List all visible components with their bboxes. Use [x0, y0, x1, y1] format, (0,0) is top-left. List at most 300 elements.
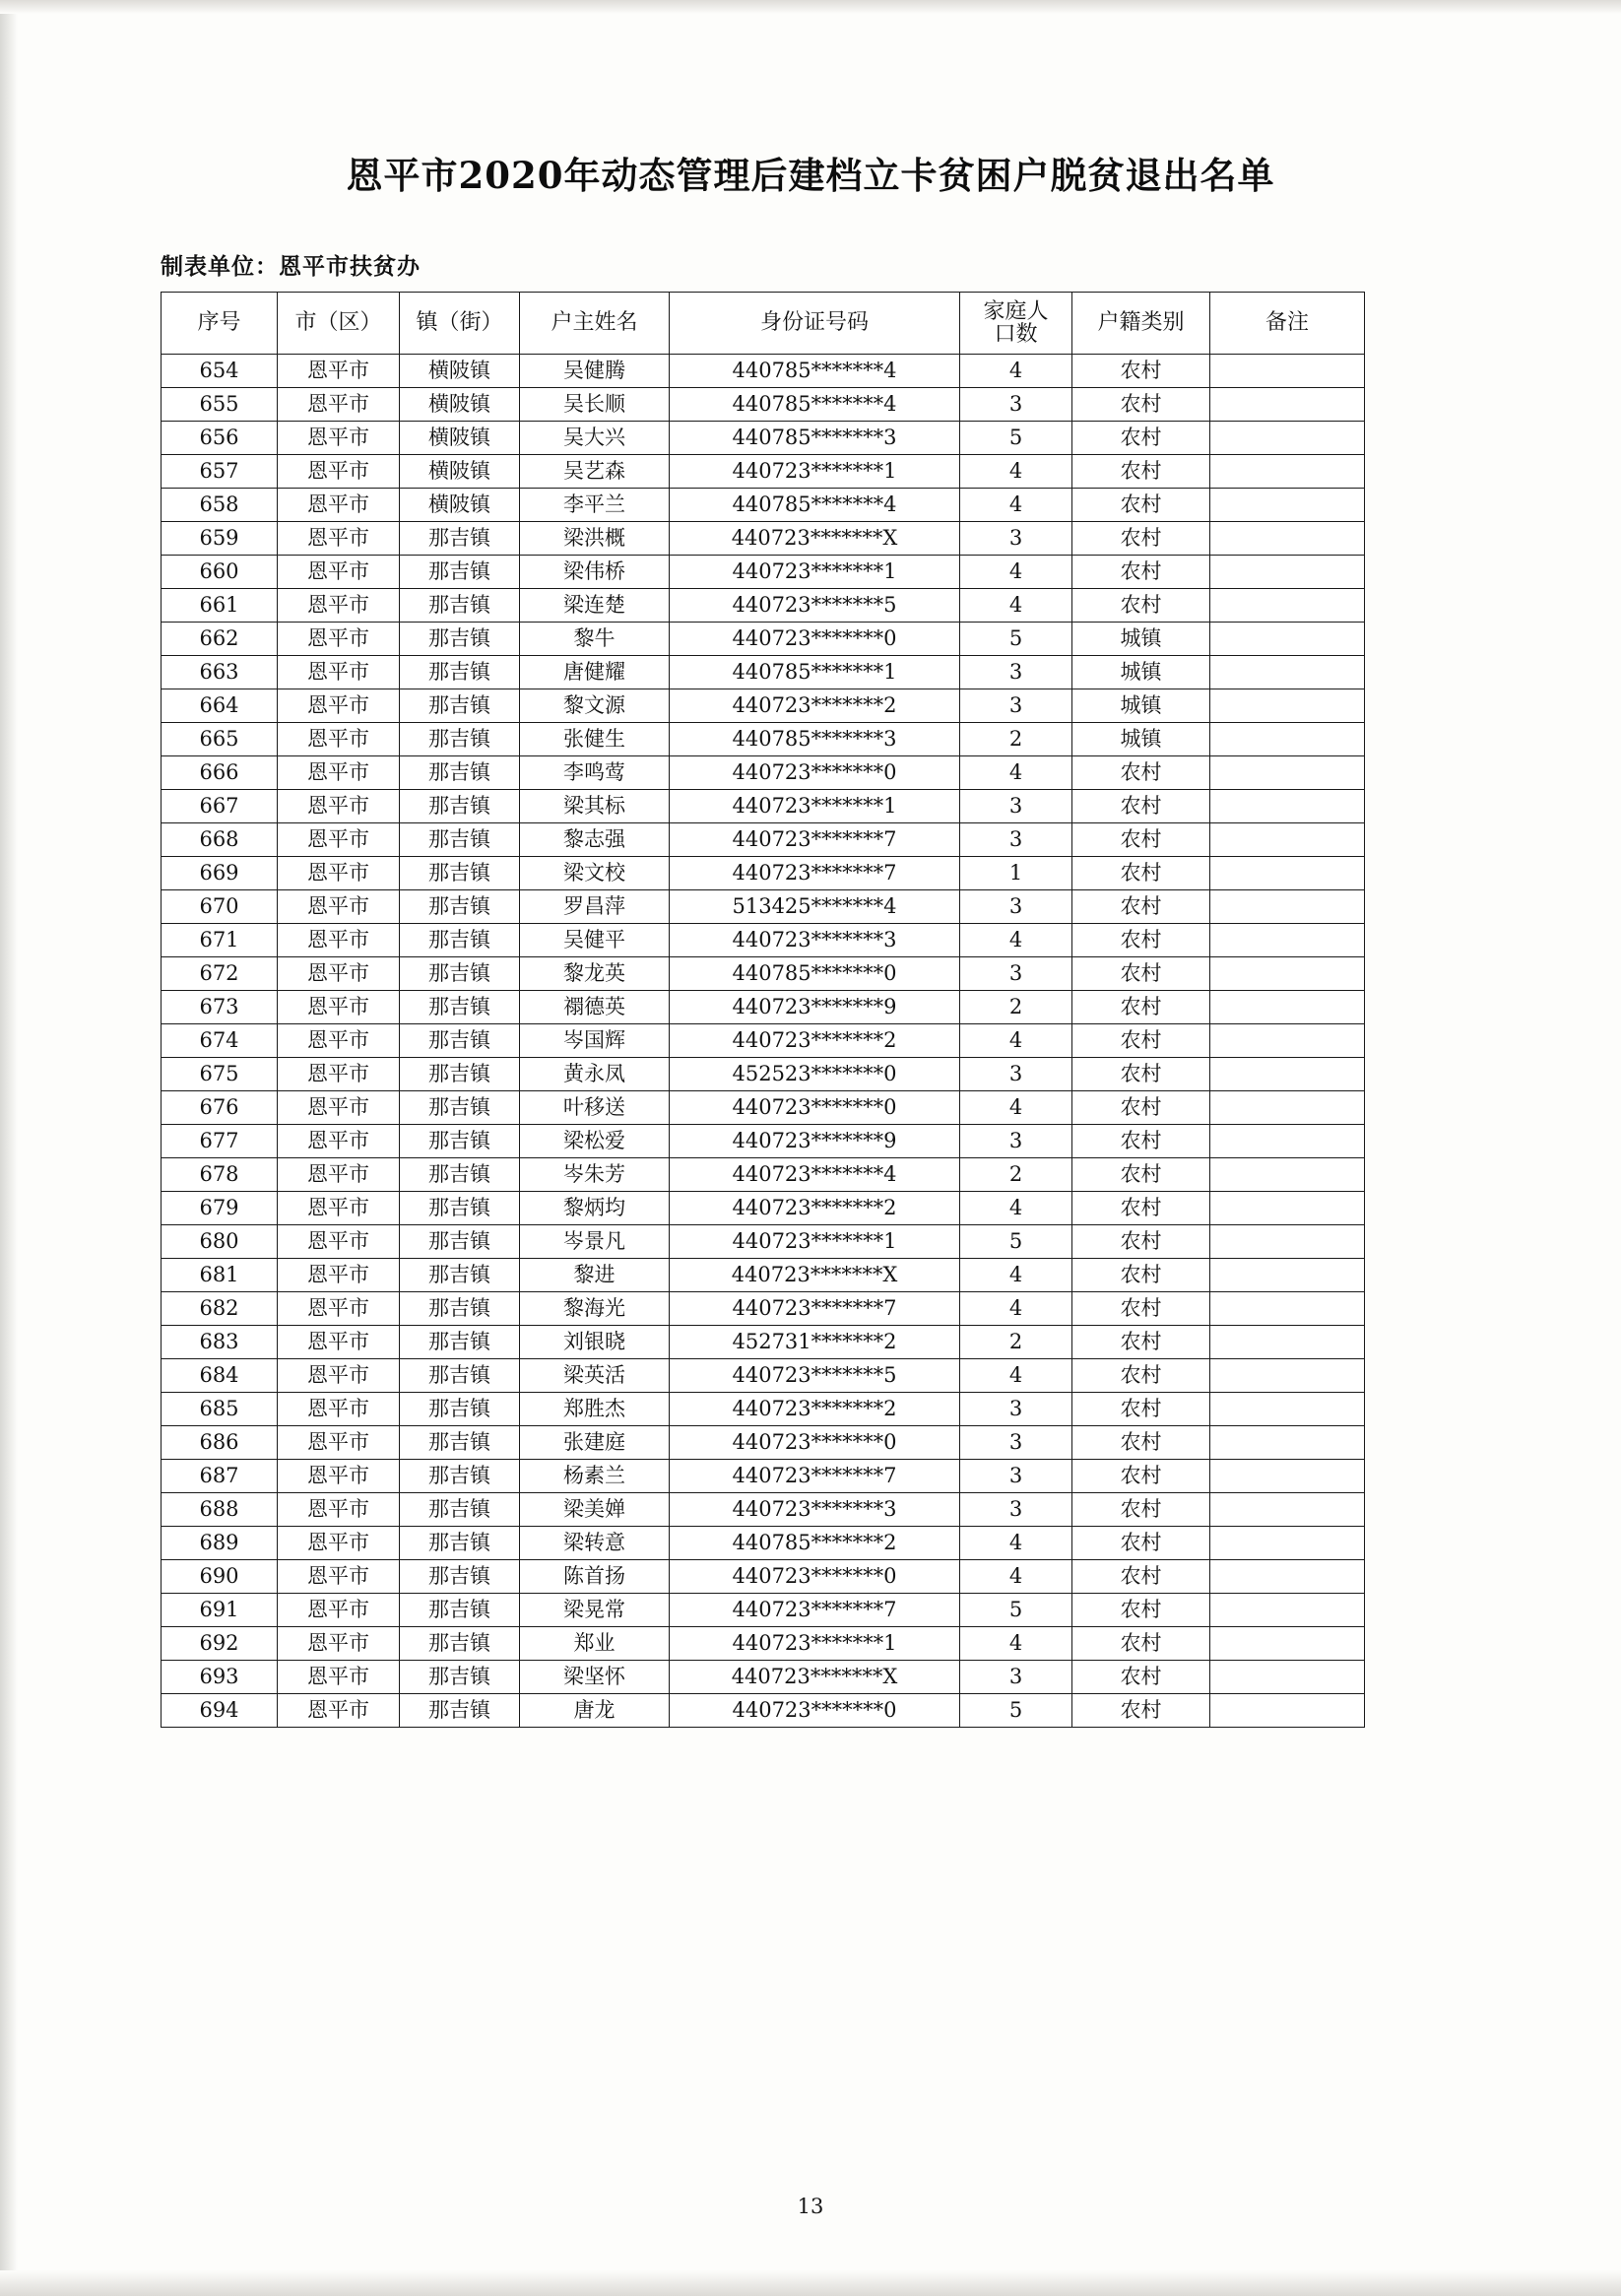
cell-index: 684	[162, 1359, 278, 1393]
table-row	[162, 890, 1365, 924]
table-row	[162, 1326, 1365, 1359]
cell-hukou-type: 城镇	[1072, 656, 1210, 689]
cell-town: 那吉镇	[400, 623, 520, 656]
cell-householder-name: 岑国辉	[520, 1024, 670, 1058]
cell-remark	[1210, 689, 1365, 723]
cell-index: 655	[162, 388, 278, 422]
cell-householder-name: 岑景凡	[520, 1225, 670, 1259]
cell-id-number: 440723*******0	[670, 756, 960, 790]
cell-town: 那吉镇	[400, 1560, 520, 1594]
cell-id-number: 440723*******1	[670, 1225, 960, 1259]
cell-id-number: 452731*******2	[670, 1326, 960, 1359]
cell-index: 661	[162, 589, 278, 623]
cell-householder-name: 黄永凤	[520, 1058, 670, 1091]
table-row	[162, 1192, 1365, 1225]
cell-town: 那吉镇	[400, 756, 520, 790]
cell-town: 那吉镇	[400, 1627, 520, 1661]
cell-householder-name: 吴健平	[520, 924, 670, 957]
table-row	[162, 1661, 1365, 1694]
table-body	[162, 355, 1365, 1728]
cell-town: 那吉镇	[400, 1158, 520, 1192]
cell-id-number: 440785*******3	[670, 422, 960, 455]
cell-city: 恩平市	[278, 355, 400, 388]
cell-householder-name: 梁转意	[520, 1527, 670, 1560]
cell-remark	[1210, 1125, 1365, 1158]
cell-town: 那吉镇	[400, 991, 520, 1024]
cell-city: 恩平市	[278, 723, 400, 756]
cell-remark	[1210, 388, 1365, 422]
cell-remark	[1210, 455, 1365, 489]
cell-id-number: 440723*******X	[670, 1661, 960, 1694]
cell-household-population: 5	[960, 1694, 1072, 1728]
cell-remark	[1210, 1292, 1365, 1326]
cell-household-population: 1	[960, 857, 1072, 890]
table-row	[162, 1359, 1365, 1393]
cell-city: 恩平市	[278, 1292, 400, 1326]
cell-hukou-type: 农村	[1072, 1460, 1210, 1493]
header-hukou-type: 户籍类别	[1072, 293, 1210, 355]
cell-hukou-type: 农村	[1072, 1192, 1210, 1225]
cell-remark	[1210, 522, 1365, 556]
cell-id-number: 440723*******1	[670, 790, 960, 823]
cell-city: 恩平市	[278, 1661, 400, 1694]
cell-city: 恩平市	[278, 1259, 400, 1292]
cell-id-number: 440723*******0	[670, 1426, 960, 1460]
cell-city: 恩平市	[278, 1594, 400, 1627]
cell-remark	[1210, 489, 1365, 522]
cell-hukou-type: 农村	[1072, 924, 1210, 957]
cell-city: 恩平市	[278, 890, 400, 924]
table-row	[162, 924, 1365, 957]
cell-id-number: 440723*******2	[670, 689, 960, 723]
cell-remark	[1210, 1426, 1365, 1460]
cell-hukou-type: 农村	[1072, 756, 1210, 790]
table-row	[162, 1058, 1365, 1091]
maker-unit-line: 制表单位：恩平市扶贫办	[161, 253, 421, 280]
cell-city: 恩平市	[278, 1627, 400, 1661]
cell-householder-name: 吴艺森	[520, 455, 670, 489]
cell-hukou-type: 农村	[1072, 1359, 1210, 1393]
cell-householder-name: 梁松爱	[520, 1125, 670, 1158]
cell-remark	[1210, 723, 1365, 756]
cell-index: 667	[162, 790, 278, 823]
page-title: 恩平市2020年动态管理后建档立卡贫困户脱贫退出名单	[346, 154, 1275, 197]
cell-remark	[1210, 556, 1365, 589]
table-row	[162, 1292, 1365, 1326]
cell-householder-name: 杨素兰	[520, 1460, 670, 1493]
cell-household-population: 3	[960, 957, 1072, 991]
cell-household-population: 4	[960, 924, 1072, 957]
cell-remark	[1210, 1326, 1365, 1359]
cell-remark	[1210, 1058, 1365, 1091]
cell-town: 那吉镇	[400, 1326, 520, 1359]
cell-hukou-type: 农村	[1072, 1292, 1210, 1326]
cell-city: 恩平市	[278, 1393, 400, 1426]
table-row	[162, 1024, 1365, 1058]
cell-householder-name: 黎牛	[520, 623, 670, 656]
cell-city: 恩平市	[278, 1125, 400, 1158]
cell-index: 669	[162, 857, 278, 890]
cell-town: 那吉镇	[400, 957, 520, 991]
header-index: 序号	[162, 293, 278, 355]
cell-household-population: 3	[960, 656, 1072, 689]
cell-index: 671	[162, 924, 278, 957]
cell-id-number: 440723*******2	[670, 1024, 960, 1058]
cell-index: 676	[162, 1091, 278, 1125]
cell-householder-name: 岑朱芳	[520, 1158, 670, 1192]
cell-city: 恩平市	[278, 957, 400, 991]
cell-hukou-type: 农村	[1072, 1024, 1210, 1058]
cell-id-number: 440723*******7	[670, 823, 960, 857]
cell-city: 恩平市	[278, 790, 400, 823]
cell-index: 665	[162, 723, 278, 756]
cell-remark	[1210, 1259, 1365, 1292]
cell-household-population: 2	[960, 1326, 1072, 1359]
scan-edge-left	[0, 0, 18, 2296]
cell-remark	[1210, 1627, 1365, 1661]
cell-town: 那吉镇	[400, 556, 520, 589]
cell-householder-name: 吴健腾	[520, 355, 670, 388]
cell-index: 687	[162, 1460, 278, 1493]
cell-household-population: 4	[960, 489, 1072, 522]
cell-household-population: 4	[960, 556, 1072, 589]
cell-town: 那吉镇	[400, 890, 520, 924]
cell-household-population: 5	[960, 623, 1072, 656]
table-row	[162, 857, 1365, 890]
cell-householder-name: 黎炳均	[520, 1192, 670, 1225]
table-row	[162, 355, 1365, 388]
cell-city: 恩平市	[278, 756, 400, 790]
cell-householder-name: 郑胜杰	[520, 1393, 670, 1426]
cell-remark	[1210, 857, 1365, 890]
cell-householder-name: 陈首扬	[520, 1560, 670, 1594]
cell-index: 670	[162, 890, 278, 924]
cell-hukou-type: 农村	[1072, 1694, 1210, 1728]
cell-index: 681	[162, 1259, 278, 1292]
cell-index: 673	[162, 991, 278, 1024]
cell-city: 恩平市	[278, 1192, 400, 1225]
cell-household-population: 4	[960, 1359, 1072, 1393]
cell-hukou-type: 农村	[1072, 957, 1210, 991]
header-remark: 备注	[1210, 293, 1365, 355]
cell-hukou-type: 城镇	[1072, 723, 1210, 756]
cell-household-population: 2	[960, 723, 1072, 756]
poverty-exit-list-table	[161, 292, 1365, 1728]
cell-hukou-type: 农村	[1072, 1527, 1210, 1560]
cell-hukou-type: 农村	[1072, 1058, 1210, 1091]
cell-town: 那吉镇	[400, 1225, 520, 1259]
cell-city: 恩平市	[278, 1359, 400, 1393]
cell-household-population: 3	[960, 1460, 1072, 1493]
cell-householder-name: 禤德英	[520, 991, 670, 1024]
cell-city: 恩平市	[278, 1460, 400, 1493]
cell-householder-name: 黎进	[520, 1259, 670, 1292]
cell-household-population: 4	[960, 1627, 1072, 1661]
cell-remark	[1210, 623, 1365, 656]
cell-id-number: 440723*******7	[670, 1292, 960, 1326]
cell-household-population: 3	[960, 1393, 1072, 1426]
cell-remark	[1210, 1393, 1365, 1426]
cell-hukou-type: 农村	[1072, 1560, 1210, 1594]
table-row	[162, 623, 1365, 656]
header-city: 市（区）	[278, 293, 400, 355]
cell-household-population: 2	[960, 1158, 1072, 1192]
table-row	[162, 1158, 1365, 1192]
cell-hukou-type: 农村	[1072, 1125, 1210, 1158]
cell-city: 恩平市	[278, 1493, 400, 1527]
cell-hukou-type: 农村	[1072, 890, 1210, 924]
cell-index: 691	[162, 1594, 278, 1627]
table-row	[162, 388, 1365, 422]
cell-index: 675	[162, 1058, 278, 1091]
table-row	[162, 656, 1365, 689]
cell-hukou-type: 农村	[1072, 388, 1210, 422]
cell-index: 679	[162, 1192, 278, 1225]
cell-city: 恩平市	[278, 489, 400, 522]
cell-id-number: 440723*******2	[670, 1393, 960, 1426]
cell-town: 那吉镇	[400, 656, 520, 689]
cell-id-number: 440785*******3	[670, 723, 960, 756]
cell-id-number: 440785*******4	[670, 355, 960, 388]
table-row	[162, 1091, 1365, 1125]
cell-hukou-type: 农村	[1072, 489, 1210, 522]
cell-id-number: 440723*******4	[670, 1158, 960, 1192]
cell-id-number: 513425*******4	[670, 890, 960, 924]
cell-remark	[1210, 823, 1365, 857]
cell-household-population: 3	[960, 790, 1072, 823]
cell-remark	[1210, 1158, 1365, 1192]
cell-city: 恩平市	[278, 1326, 400, 1359]
cell-town: 那吉镇	[400, 1091, 520, 1125]
cell-householder-name: 郑业	[520, 1627, 670, 1661]
cell-town: 那吉镇	[400, 522, 520, 556]
table-row	[162, 1393, 1365, 1426]
cell-household-population: 4	[960, 355, 1072, 388]
cell-remark	[1210, 1661, 1365, 1694]
cell-householder-name: 罗昌萍	[520, 890, 670, 924]
cell-town: 那吉镇	[400, 1192, 520, 1225]
cell-city: 恩平市	[278, 924, 400, 957]
cell-index: 654	[162, 355, 278, 388]
cell-city: 恩平市	[278, 388, 400, 422]
header-household-population	[960, 293, 1072, 355]
cell-householder-name: 黎志强	[520, 823, 670, 857]
cell-hukou-type: 城镇	[1072, 689, 1210, 723]
cell-remark	[1210, 756, 1365, 790]
cell-city: 恩平市	[278, 1058, 400, 1091]
cell-household-population: 3	[960, 890, 1072, 924]
cell-hukou-type: 农村	[1072, 1493, 1210, 1527]
cell-household-population: 4	[960, 589, 1072, 623]
cell-remark	[1210, 790, 1365, 823]
cell-hukou-type: 农村	[1072, 1326, 1210, 1359]
table-row	[162, 1493, 1365, 1527]
cell-household-population: 3	[960, 1426, 1072, 1460]
cell-householder-name: 黎海光	[520, 1292, 670, 1326]
cell-householder-name: 张建庭	[520, 1426, 670, 1460]
page-number: 13	[797, 2195, 824, 2218]
table-row	[162, 689, 1365, 723]
cell-town: 那吉镇	[400, 589, 520, 623]
cell-remark	[1210, 355, 1365, 388]
cell-index: 674	[162, 1024, 278, 1058]
table-row	[162, 723, 1365, 756]
cell-town: 那吉镇	[400, 1359, 520, 1393]
cell-hukou-type: 城镇	[1072, 623, 1210, 656]
cell-town: 那吉镇	[400, 1058, 520, 1091]
cell-town: 横陂镇	[400, 388, 520, 422]
cell-hukou-type: 农村	[1072, 790, 1210, 823]
cell-city: 恩平市	[278, 823, 400, 857]
table-row	[162, 1225, 1365, 1259]
cell-town: 那吉镇	[400, 1393, 520, 1426]
cell-household-population: 3	[960, 1058, 1072, 1091]
header-householder-name: 户主姓名	[520, 293, 670, 355]
table-row	[162, 1627, 1365, 1661]
cell-householder-name: 梁连楚	[520, 589, 670, 623]
cell-town: 那吉镇	[400, 1024, 520, 1058]
table-row	[162, 522, 1365, 556]
cell-householder-name: 吴大兴	[520, 422, 670, 455]
cell-householder-name: 叶移送	[520, 1091, 670, 1125]
cell-city: 恩平市	[278, 589, 400, 623]
cell-index: 686	[162, 1426, 278, 1460]
cell-town: 那吉镇	[400, 924, 520, 957]
cell-remark	[1210, 1493, 1365, 1527]
table-row	[162, 756, 1365, 790]
cell-index: 692	[162, 1627, 278, 1661]
table-row	[162, 1125, 1365, 1158]
cell-index: 694	[162, 1694, 278, 1728]
cell-remark	[1210, 1594, 1365, 1627]
table-row	[162, 957, 1365, 991]
cell-city: 恩平市	[278, 991, 400, 1024]
cell-id-number: 440723*******X	[670, 1259, 960, 1292]
cell-index: 682	[162, 1292, 278, 1326]
cell-hukou-type: 农村	[1072, 1393, 1210, 1426]
table-row	[162, 1426, 1365, 1460]
cell-city: 恩平市	[278, 1426, 400, 1460]
cell-town: 那吉镇	[400, 1527, 520, 1560]
cell-hukou-type: 农村	[1072, 823, 1210, 857]
table-header-row	[162, 293, 1365, 355]
cell-id-number: 440723*******9	[670, 991, 960, 1024]
cell-household-population: 4	[960, 1091, 1072, 1125]
cell-householder-name: 李鸣莺	[520, 756, 670, 790]
cell-town: 那吉镇	[400, 1594, 520, 1627]
cell-id-number: 440785*******1	[670, 656, 960, 689]
cell-hukou-type: 农村	[1072, 589, 1210, 623]
cell-remark	[1210, 1024, 1365, 1058]
cell-id-number: 440723*******3	[670, 924, 960, 957]
cell-household-population: 3	[960, 522, 1072, 556]
table-row	[162, 422, 1365, 455]
cell-town: 那吉镇	[400, 1694, 520, 1728]
cell-household-population: 4	[960, 1192, 1072, 1225]
cell-town: 那吉镇	[400, 857, 520, 890]
cell-household-population: 3	[960, 689, 1072, 723]
cell-index: 680	[162, 1225, 278, 1259]
cell-city: 恩平市	[278, 1527, 400, 1560]
cell-index: 690	[162, 1560, 278, 1594]
cell-hukou-type: 农村	[1072, 1259, 1210, 1292]
table-row	[162, 1594, 1365, 1627]
header-town: 镇（街）	[400, 293, 520, 355]
cell-city: 恩平市	[278, 1158, 400, 1192]
cell-householder-name: 黎龙英	[520, 957, 670, 991]
cell-remark	[1210, 1694, 1365, 1728]
cell-remark	[1210, 1091, 1365, 1125]
cell-index: 685	[162, 1393, 278, 1426]
cell-household-population: 5	[960, 422, 1072, 455]
cell-index: 683	[162, 1326, 278, 1359]
cell-id-number: 440723*******5	[670, 589, 960, 623]
table-row	[162, 556, 1365, 589]
cell-city: 恩平市	[278, 1225, 400, 1259]
cell-city: 恩平市	[278, 455, 400, 489]
cell-household-population: 5	[960, 1594, 1072, 1627]
table-row	[162, 1560, 1365, 1594]
cell-remark	[1210, 991, 1365, 1024]
cell-town: 那吉镇	[400, 1259, 520, 1292]
cell-index: 672	[162, 957, 278, 991]
cell-index: 677	[162, 1125, 278, 1158]
cell-householder-name: 梁美婵	[520, 1493, 670, 1527]
cell-household-population: 3	[960, 823, 1072, 857]
cell-city: 恩平市	[278, 1091, 400, 1125]
cell-index: 668	[162, 823, 278, 857]
cell-householder-name: 张健生	[520, 723, 670, 756]
scan-edge-bottom	[0, 2270, 1621, 2296]
header-id-number: 身份证号码	[670, 293, 960, 355]
cell-id-number: 440723*******0	[670, 1091, 960, 1125]
cell-remark	[1210, 589, 1365, 623]
table-row	[162, 1694, 1365, 1728]
cell-id-number: 440723*******9	[670, 1125, 960, 1158]
table-row	[162, 455, 1365, 489]
cell-city: 恩平市	[278, 689, 400, 723]
cell-hukou-type: 农村	[1072, 422, 1210, 455]
table-row	[162, 1460, 1365, 1493]
cell-household-population: 2	[960, 991, 1072, 1024]
cell-town: 那吉镇	[400, 1661, 520, 1694]
cell-index: 662	[162, 623, 278, 656]
cell-householder-name: 梁其标	[520, 790, 670, 823]
cell-city: 恩平市	[278, 522, 400, 556]
cell-remark	[1210, 1192, 1365, 1225]
cell-household-population: 4	[960, 1560, 1072, 1594]
table-row	[162, 790, 1365, 823]
cell-index: 658	[162, 489, 278, 522]
cell-remark	[1210, 1460, 1365, 1493]
cell-town: 那吉镇	[400, 1460, 520, 1493]
cell-hukou-type: 农村	[1072, 1627, 1210, 1661]
header-household-population-line2: 口数	[994, 322, 1038, 347]
cell-index: 693	[162, 1661, 278, 1694]
cell-householder-name: 梁英活	[520, 1359, 670, 1393]
cell-householder-name: 唐龙	[520, 1694, 670, 1728]
cell-householder-name: 梁文校	[520, 857, 670, 890]
cell-household-population: 5	[960, 1225, 1072, 1259]
cell-town: 横陂镇	[400, 489, 520, 522]
cell-town: 那吉镇	[400, 689, 520, 723]
cell-town: 横陂镇	[400, 455, 520, 489]
cell-remark	[1210, 924, 1365, 957]
cell-hukou-type: 农村	[1072, 556, 1210, 589]
cell-hukou-type: 农村	[1072, 857, 1210, 890]
cell-householder-name: 梁洪概	[520, 522, 670, 556]
cell-hukou-type: 农村	[1072, 1091, 1210, 1125]
